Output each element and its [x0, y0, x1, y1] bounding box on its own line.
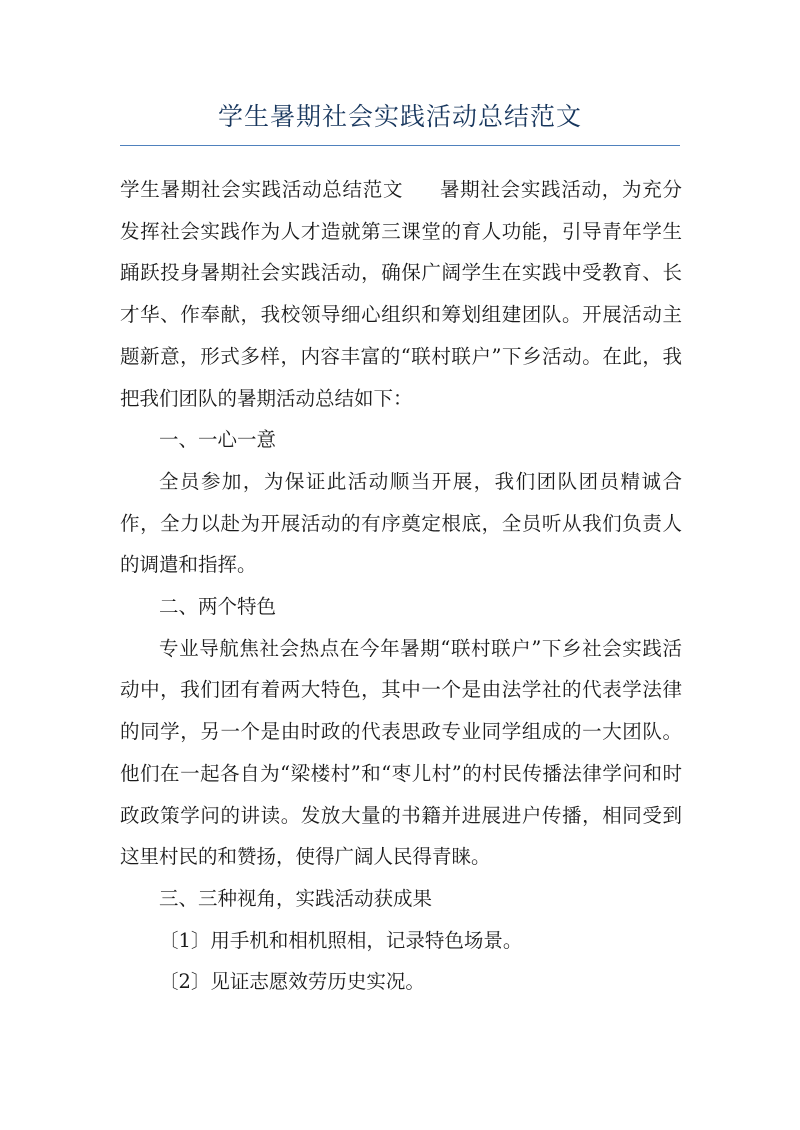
section-heading: 二、两个特色	[159, 595, 277, 619]
intro-text: 暑期社会实践活动，为充分发挥社会实践作为人才造就第三课堂的育人功能，引导青年学生踊跃投身暑期社会实践活动，确保广阔学生在实践中受教育、长才华、作奉献，我校领导细心组织和筹划组建团队。开展活动主题新意，形式多样，内容丰富的“联村联户”下乡活动。在此，我把我们团队的暑期活动总结如下：	[120, 178, 682, 410]
list-item: 〔1〕用手机和相机照相，记录特色场景。	[159, 928, 523, 952]
list-item: 〔2〕见证志愿效劳历史实况。	[159, 970, 425, 994]
section-heading: 三、三种视角，实践活动获成果	[159, 886, 433, 910]
section-paragraph: 全员参加，为保证此活动顺当开展，我们团队团员精诚合作，全力以赴为开展活动的有序奠定根底，全员听从我们负责人的调遣和指挥。	[120, 469, 682, 577]
intro-lead: 学生暑期社会实践活动总结范文	[120, 178, 404, 201]
section-heading: 一、一心一意	[159, 428, 277, 452]
section-paragraph: 专业导航焦社会热点在今年暑期“联村联户”下乡社会实践活动中，我们团有着两大特色，其中一个是由法学社的代表学法律的同学，另一个是由时政的代表思政专业同学组成的一大团队。他们在一起各自为“梁楼村”和“枣儿村”的村民传播法律学问和时政政策学问的讲读。发放大量的书籍并进展进户传播，相同受到这里村民的和赞扬，使得广阔人民得青睐。	[120, 636, 682, 869]
document-title: 学生暑期社会实践活动总结范文	[217, 102, 582, 131]
document-body	[120, 169, 682, 1003]
intro-paragraph	[120, 169, 682, 419]
title-divider	[120, 145, 680, 146]
